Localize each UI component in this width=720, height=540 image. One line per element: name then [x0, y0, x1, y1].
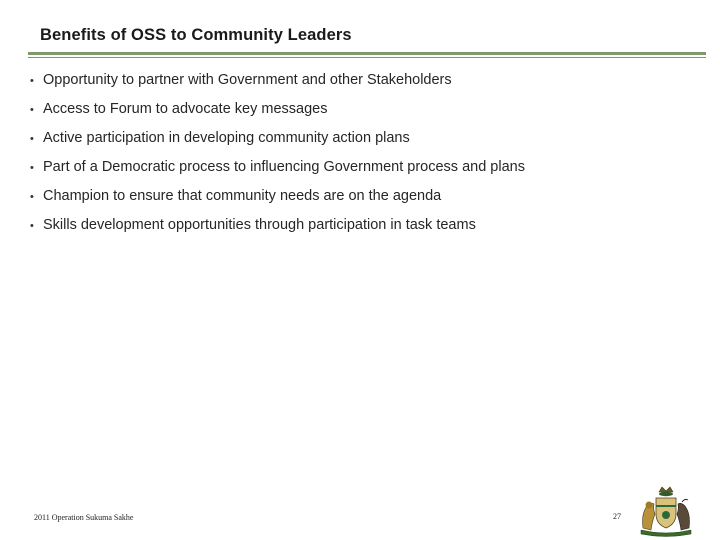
- bullet-icon: •: [30, 220, 34, 232]
- bullet-text: Opportunity to partner with Government and other Stakeholders: [43, 72, 452, 88]
- bullet-text: Access to Forum to advocate key messages: [43, 101, 328, 117]
- slide-title: Benefits of OSS to Community Leaders: [40, 26, 352, 44]
- bullet-icon: •: [30, 104, 34, 116]
- coat-of-arms-icon: [637, 484, 695, 538]
- footer-text: 2011 Operation Sukuma Sakhe: [34, 513, 134, 522]
- list-item: [30, 70, 525, 99]
- bullet-list: [30, 70, 525, 244]
- title-divider: [28, 52, 706, 55]
- list-item: [30, 186, 525, 215]
- bullet-text: Part of a Democratic process to influencing Government process and plans: [43, 159, 525, 175]
- list-item: [30, 215, 525, 244]
- list-item: [30, 157, 525, 186]
- bullet-text: Champion to ensure that community needs are on the agenda: [43, 188, 442, 204]
- page-number: 27: [613, 512, 621, 521]
- bullet-icon: •: [30, 191, 34, 203]
- bullet-text: Skills development opportunities through participation in task teams: [43, 217, 476, 233]
- title-divider-thin: [28, 57, 706, 58]
- list-item: [30, 99, 525, 128]
- bullet-icon: •: [30, 75, 34, 87]
- list-item: [30, 128, 525, 157]
- bullet-text: Active participation in developing community action plans: [43, 130, 410, 146]
- bullet-icon: •: [30, 162, 34, 174]
- bullet-icon: •: [30, 133, 34, 145]
